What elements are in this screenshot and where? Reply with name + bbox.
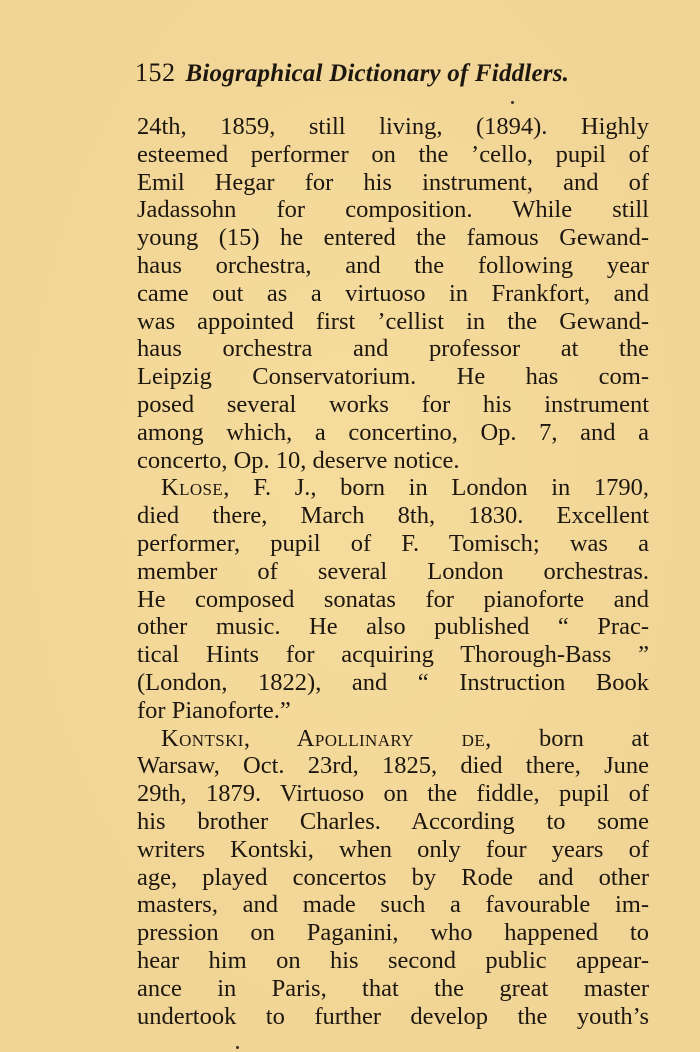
text-line: Leipzig Conservatorium. He has com- (137, 363, 649, 391)
text-line: was appointed first ’cellist in the Gewand- (137, 307, 649, 335)
entry-headword-kontski: Kontski, Apollinary de, (161, 724, 492, 752)
text-line: masters, and made such a favourable im- (137, 891, 649, 919)
text-line: other music. He also published “ Prac- (137, 613, 649, 641)
text-line: among which, a concertino, Op. 7, and a (137, 418, 649, 446)
text-line: member of several London orchestras. (137, 557, 649, 585)
text-line: esteemed performer on the ’cello, pupil of (137, 140, 649, 168)
entry-headword-klose: Klose, (161, 474, 230, 502)
text-line: Emil Hegar for his instrument, and of (137, 168, 649, 196)
running-header (135, 56, 655, 90)
text-line: performer, pupil of F. Tomisch; was a (137, 529, 649, 557)
text-line: concerto, Op. 10, deserve notice. (137, 446, 460, 474)
entry-kontski-first-text: born at (491, 724, 649, 752)
text-line: Warsaw, Oct. 23rd, 1825, died there, June (137, 752, 649, 780)
text-line: Jadassohn for composition. While still (137, 196, 649, 224)
text-line: came out as a virtuoso in Frankfort, and (137, 279, 649, 307)
page-number: 152 (135, 58, 176, 87)
text-line: 24th, 1859, still living, (1894). Highly (137, 113, 649, 140)
entry-klose-first-text: F. J., born in London in 1790, (229, 474, 649, 502)
text-line: writers Kontski, when only four years of (137, 835, 649, 863)
text-line: tical Hints for acquiring Thorough-Bass ” (137, 641, 649, 669)
text-line: undertook to further develop the youth’s (137, 1002, 649, 1030)
text-line: young (15) he entered the famous Gewand- (137, 224, 649, 252)
text-line: died there, March 8th, 1830. Excellent (137, 502, 649, 530)
text-line: (London, 1822), and “ Instruction Book (137, 668, 649, 696)
entry-kontski-first-line (137, 725, 649, 753)
text-line: hear him on his second public appear- (137, 946, 649, 974)
text-line: posed several works for his instrument (137, 390, 649, 418)
running-title: Biographical Dictionary of Fiddlers. (185, 60, 570, 87)
text-line: ance in Paris, that the great master (137, 974, 649, 1002)
text-line: 29th, 1879. Virtuoso on the fiddle, pupil of (137, 780, 649, 808)
text-line: haus orchestra and professor at the (137, 335, 649, 363)
text-line: He composed sonatas for pianoforte and (137, 585, 649, 613)
text-line: his brother Charles. According to some (137, 807, 649, 835)
print-speck (236, 1046, 239, 1049)
text-line: age, played concertos by Rode and other (137, 863, 649, 891)
text-line: for Pianoforte.” (137, 696, 291, 724)
text-line: pression on Paganini, who happened to (137, 919, 649, 947)
print-speck (511, 101, 514, 104)
text-line: haus orchestra, and the following year (137, 251, 649, 279)
body-text (137, 113, 649, 1030)
entry-klose-first-line (137, 474, 649, 502)
